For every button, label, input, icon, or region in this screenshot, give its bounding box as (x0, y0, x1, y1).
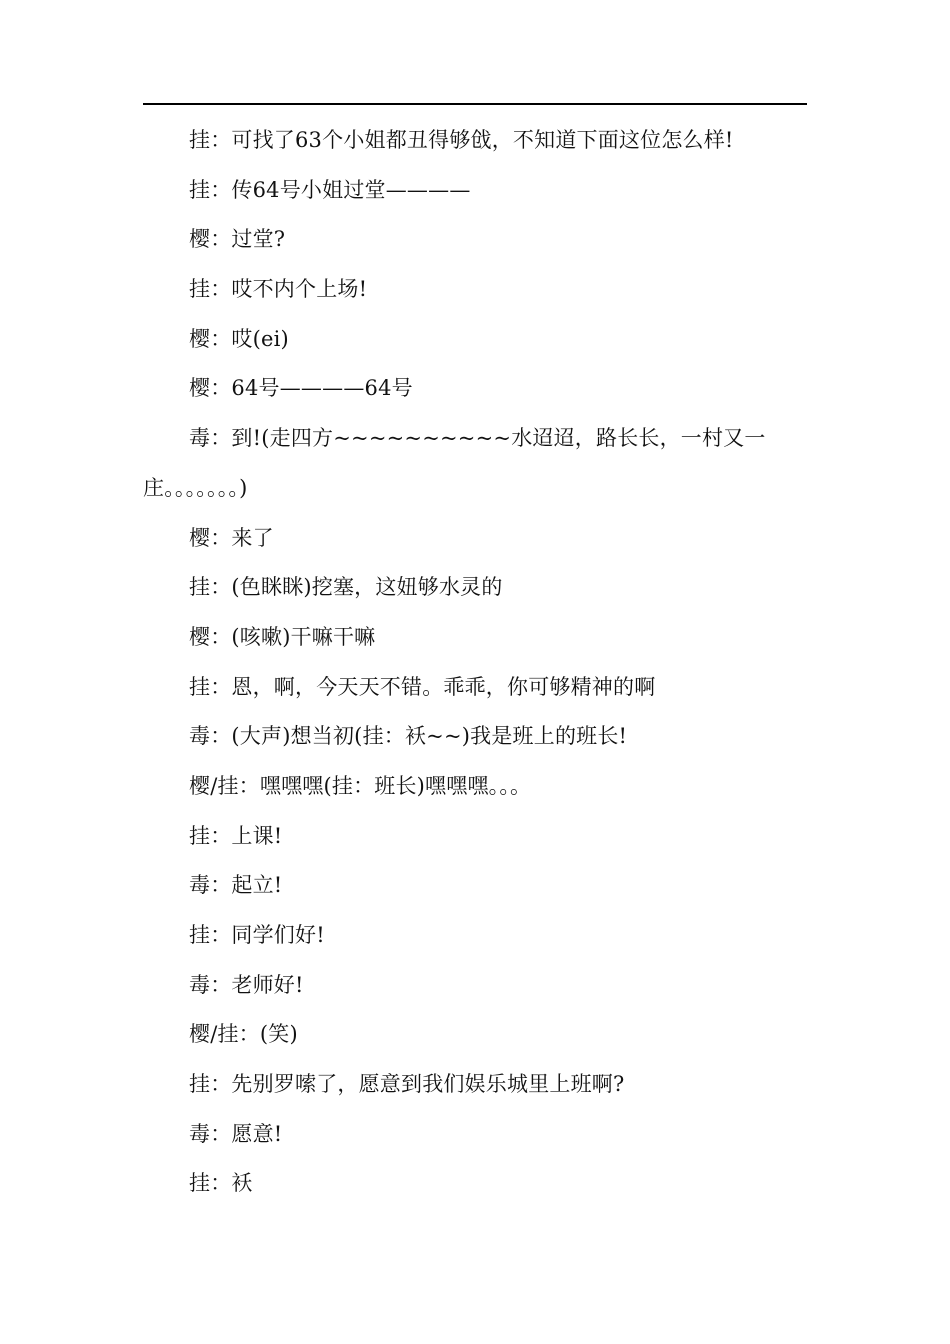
dialogue-line-continuation: 庄。。。。。。。) (143, 475, 248, 500)
dialogue-line: 挂：传64号小姐过堂———— (189, 177, 471, 202)
dialogue-line: 挂：袄 (189, 1171, 253, 1196)
dialogue-line: 樱：来了 (189, 525, 274, 550)
dialogue-line: 挂：可找了63个小姐都丑得够戗，不知道下面这位怎么样! (189, 128, 734, 152)
dialogue-line: 挂：恩，啊，今天天不错。乖乖，你可够精神的啊 (189, 674, 656, 699)
dialogue-line: 毒：老师好! (189, 972, 304, 997)
dialogue-line: 挂：(色眯眯)挖塞，这妞够水灵的 (189, 575, 503, 600)
dialogue-line: 樱：(咳嗽)干嘛干嘛 (189, 624, 376, 649)
dialogue-line: 毒：到!(走四方~~~~~~~~~~水迢迢，路长长，一村又一 (189, 426, 766, 451)
dialogue-line: 樱：哎(ei) (189, 326, 289, 351)
dialogue-line: 樱：过堂? (189, 227, 286, 252)
dialogue-line: 挂：哎不内个上场! (189, 277, 368, 302)
dialogue-line: 樱/挂：嘿嘿嘿(挂：班长)嘿嘿嘿。。。 (189, 773, 532, 798)
dialogue-line: 毒：愿意! (189, 1121, 283, 1146)
document-body (143, 116, 766, 1209)
dialogue-line: 樱/挂：(笑) (189, 1022, 298, 1047)
dialogue-line: 挂：先别罗嗦了，愿意到我们娱乐城里上班啊? (189, 1072, 625, 1097)
dialogue-line: 毒：起立! (189, 873, 283, 898)
header-rule (143, 103, 807, 105)
dialogue-line: 樱：64号————64号 (189, 376, 413, 401)
dialogue-line: 毒：(大声)想当初(挂：袄~~)我是班上的班长! (189, 724, 628, 749)
dialogue-line: 挂：上课! (189, 823, 283, 848)
dialogue-line: 挂：同学们好! (189, 923, 325, 947)
